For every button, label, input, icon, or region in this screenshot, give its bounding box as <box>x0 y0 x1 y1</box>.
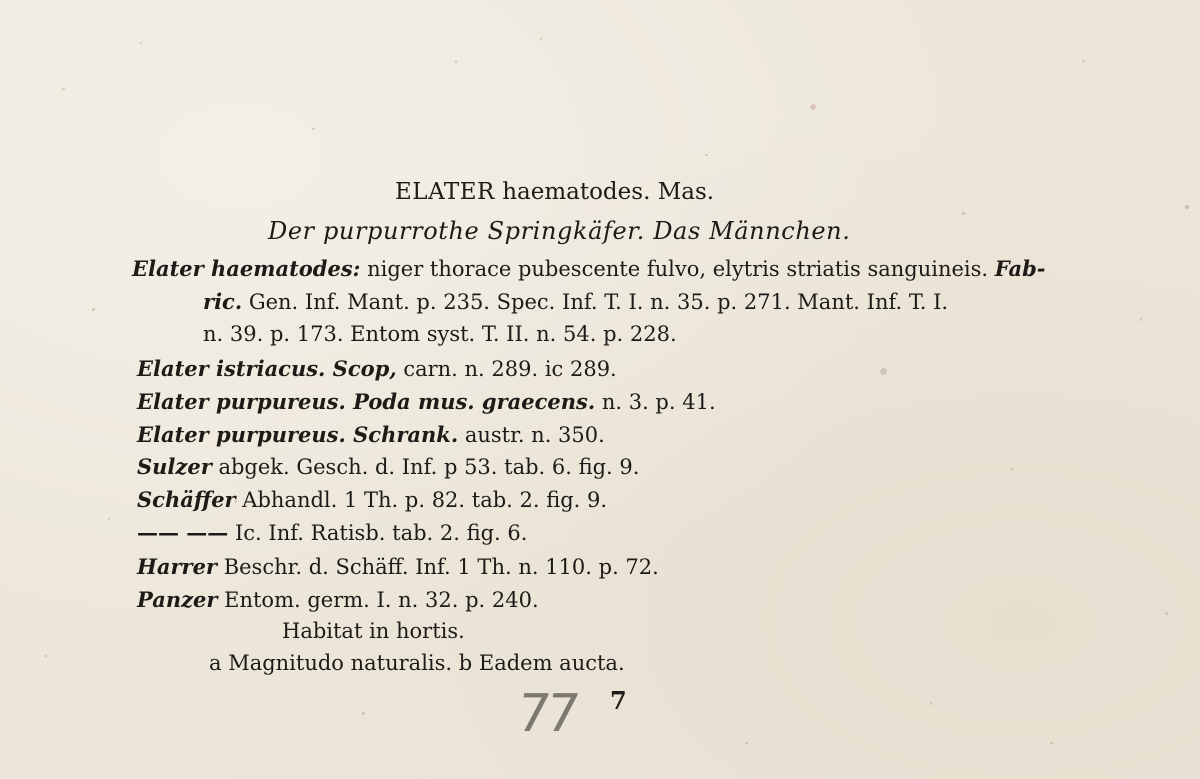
reference-author: Panzer <box>137 587 218 612</box>
reference-text: austr. n. 350. <box>458 423 605 447</box>
reference-author: Elater purpureus. Poda mus. graecens. <box>137 389 596 414</box>
page-title <box>395 181 714 204</box>
reference-line <box>137 489 607 511</box>
reference-text: niger thorace pubescente fulvo, elytris striatis sanguineis. <box>360 257 995 281</box>
reference-author: Sulzer <box>137 454 212 479</box>
reference-text: Abhandl. 1 Th. p. 82. tab. 2. fig. 9. <box>235 488 608 512</box>
reference-author: Schäffer <box>137 487 236 512</box>
reference-text: n. 3. p. 41. <box>595 390 716 414</box>
reference-line <box>137 456 639 478</box>
reference-author: Elater istriacus. Scop, <box>137 356 397 381</box>
reference-line <box>137 424 605 446</box>
reference-text: carn. n. 289. ic 289. <box>396 357 617 381</box>
handwritten-number: 77 <box>512 684 580 744</box>
title-sex: Mas. <box>657 179 715 205</box>
reference-text: n. 39. p. 173. Entom syst. T. II. n. 54. p. 228. <box>203 322 677 346</box>
reference-text: Ic. Inf. Ratisb. tab. 2. fig. 6. <box>228 521 528 545</box>
reference-author: Harrer <box>137 554 218 579</box>
reference-line <box>203 291 948 313</box>
title-species: haematodes. <box>502 179 651 205</box>
reference-line <box>137 522 527 544</box>
page-number: 7 <box>610 686 627 715</box>
reference-text: Beschr. d. Schäff. Inf. 1 Th. n. 110. p. 72. <box>217 555 659 579</box>
reference-author: ric. <box>203 289 243 314</box>
reference-text: Entom. germ. I. n. 32. p. 240. <box>217 588 539 612</box>
reference-author: —— —— <box>137 520 229 545</box>
reference-author: Elater purpureus. Schrank. <box>137 422 459 447</box>
habitat-line: Habitat in hortis. <box>282 619 465 643</box>
title-genus: ELATER <box>395 179 495 205</box>
page-subtitle: Der purpurrothe Springkäfer. Das Männchen. <box>268 217 851 245</box>
reference-line <box>137 556 659 578</box>
reference-line <box>137 391 716 413</box>
reference-line <box>203 324 677 345</box>
reference-line <box>137 358 617 380</box>
reference-text: abgek. Gesch. d. Inf. p 53. tab. 6. fig. 9. <box>211 455 640 479</box>
reference-line <box>132 258 1046 280</box>
reference-text: Gen. Inf. Mant. p. 235. Spec. Inf. T. I. n. 35. p. 271. Mant. Inf. T. I. <box>242 290 949 314</box>
figure-legend: a Magnitudo naturalis. b Eadem aucta. <box>209 651 625 675</box>
reference-author: Elater haematodes: <box>132 256 361 281</box>
reference-line <box>137 589 539 611</box>
reference-tail: Fab- <box>994 256 1046 281</box>
